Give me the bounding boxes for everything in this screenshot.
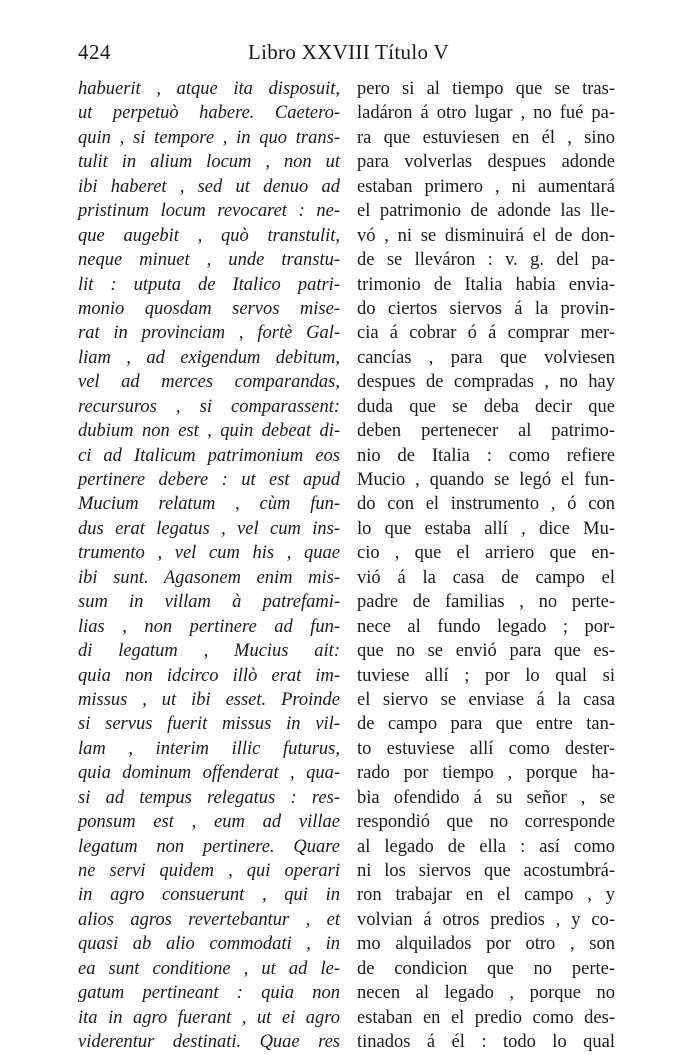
latin-text-line: ponsum est , eum ad villae <box>78 812 340 833</box>
spanish-text-line: ni los siervos que acostumbrá- <box>357 861 615 881</box>
latin-text-line: ibi sunt. Agasonem enim mis- <box>78 567 340 588</box>
latin-text-line: lias , non pertinere ad fun- <box>78 616 340 637</box>
spanish-text-line: tuviese allí ; por lo qual si <box>357 665 615 686</box>
spanish-text-line: bia ofendido á su señor , se <box>357 787 615 808</box>
spanish-text-line: despues de compradas , no hay <box>357 372 615 393</box>
latin-text-line: missus , ut ibi esset. Proinde <box>78 689 340 710</box>
spanish-text-line: ron trabajar en el campo , y <box>357 885 615 906</box>
spanish-text-line: ra que estuviesen en él , sino <box>357 127 615 148</box>
spanish-text-line: el patrimonio de adonde las lle- <box>357 201 615 222</box>
spanish-text-line: nece al fundo legado ; por- <box>357 616 615 637</box>
page-header <box>78 40 618 70</box>
latin-text-line: sum in villam à patrefami- <box>78 592 340 613</box>
latin-text-line: quia dominum offenderat , qua- <box>78 763 340 784</box>
spanish-text-line: lo que estaba allí , dice Mu- <box>357 518 615 539</box>
spanish-text-line: de campo para que entre tan- <box>357 714 615 735</box>
spanish-text-line: que no se envió para que es- <box>357 641 615 662</box>
latin-text-line: tulit in alium locum , non ut <box>78 152 340 173</box>
spanish-text-line: do ciertos siervos á la provin- <box>357 298 615 319</box>
spanish-text-line: Mucio , quando se legó el fun- <box>357 470 615 490</box>
latin-text-line: liam , ad exigendum debitum, <box>78 347 340 368</box>
latin-text-line: habuerit , atque ita disposuit, <box>78 79 340 99</box>
spanish-text-column <box>357 77 615 1055</box>
spanish-text-line: mo alquilados por otro , son <box>357 934 615 955</box>
latin-text-line: ci ad Italicum patrimonium eos <box>78 445 340 466</box>
spanish-text-line: trimonio de Italia habia envia- <box>357 274 615 295</box>
spanish-text-line: de condicion que no perte- <box>357 958 615 979</box>
latin-text-line: que augebit , quò transtulit, <box>78 225 340 246</box>
latin-text-line: monio quosdam servos mise- <box>78 298 340 319</box>
latin-text-line: di legatum , Mucius ait: <box>78 641 340 662</box>
running-head: Libro XXVIII Título V <box>248 40 449 64</box>
spanish-text-line: pero si al tiempo que se tras- <box>357 79 615 99</box>
latin-text-line: lam , interim illic futurus, <box>78 738 340 759</box>
latin-text-line: pristinum locum revocaret : ne- <box>78 201 340 222</box>
spanish-text-line: necen al legado , porque no <box>357 983 615 1004</box>
spanish-text-line: deben pertenecer al patrimo- <box>357 421 615 442</box>
latin-text-line: vel ad merces comparandas, <box>78 372 340 393</box>
spanish-text-line: duda que se deba decir que <box>357 396 615 417</box>
spanish-text-line: de se lleváron : v. g. del pa- <box>357 250 615 271</box>
latin-text-line: recursuros , si comparassent: <box>78 396 340 417</box>
spanish-text-line: volvian á otros predios , y co- <box>357 909 615 930</box>
latin-text-line: ne servi quidem , qui operari <box>78 861 340 881</box>
latin-text-column <box>78 77 340 1055</box>
spanish-text-line: cio , que el arriero que en- <box>357 543 615 564</box>
latin-text-line: rat in provinciam , fortè Gal- <box>78 323 340 344</box>
spanish-text-line: ladáron á otro lugar , no fué pa- <box>357 103 615 124</box>
spanish-text-line: cia á cobrar ó á comprar mer- <box>357 323 615 344</box>
latin-text-line: ita in agro fuerant , ut ei agro <box>78 1007 340 1028</box>
latin-text-line: ea sunt conditione , ut ad le- <box>78 958 340 979</box>
latin-text-line: ibi haberet , sed ut denuo ad <box>78 176 340 197</box>
spanish-text-line: estaban en el predio como des- <box>357 1007 615 1028</box>
latin-text-line: quia non idcirco illò erat im- <box>78 665 340 686</box>
latin-text-line: lit : utputa de Italico patri- <box>78 274 340 295</box>
spanish-text-line: para volverlas despues adonde <box>357 152 615 173</box>
latin-text-line: gatum pertineant : quia non <box>78 983 340 1004</box>
latin-text-line: dus erat legatus , vel cum ins- <box>78 518 340 539</box>
spanish-text-line: cancías , para que volviesen <box>357 347 615 368</box>
spanish-text-line: al legado de ella : así como <box>357 836 615 857</box>
latin-text-line: quasi ab alio commodati , in <box>78 934 340 955</box>
latin-text-line: legatum non pertinere. Quare <box>78 836 340 857</box>
spanish-text-line: padre de familias , no perte- <box>357 592 615 613</box>
latin-text-line: viderentur destinati. Quae res <box>78 1032 340 1053</box>
page-number: 424 <box>78 40 111 64</box>
spanish-text-line: to estuviese allí como dester- <box>357 738 615 759</box>
latin-text-line: alios agros revertebantur , et <box>78 909 340 930</box>
latin-text-line: si ad tempus relegatus : res- <box>78 787 340 808</box>
latin-text-line: in agro consuerunt , qui in <box>78 885 340 906</box>
spanish-text-line: estaban primero , ni aumentará <box>357 176 615 197</box>
spanish-text-line: rado por tiempo , porque ha- <box>357 763 615 784</box>
latin-text-line: ut perpetuò habere. Caetero- <box>78 103 340 124</box>
spanish-text-line: vó , ni se disminuirá el de don- <box>357 225 615 246</box>
spanish-text-line: tinados á él : todo lo qual <box>357 1032 615 1053</box>
latin-text-line: pertinere debere : ut est apud <box>78 470 340 490</box>
latin-text-line: neque minuet , unde transtu- <box>78 250 340 271</box>
latin-text-line: si servus fuerit missus in vil- <box>78 714 340 735</box>
spanish-text-line: do con el instrumento , ó con <box>357 494 615 515</box>
latin-text-line: quin , si tempore , in quo trans- <box>78 127 340 148</box>
latin-text-line: Mucium relatum , cùm fun- <box>78 494 340 515</box>
spanish-text-line: vió á la casa de campo el <box>357 567 615 588</box>
spanish-text-line: nio de Italia : como refiere <box>357 445 615 466</box>
latin-text-line: dubium non est , quin debeat di- <box>78 421 340 442</box>
latin-text-line: trumento , vel cum his , quae <box>78 543 340 564</box>
spanish-text-line: respondió que no corresponde <box>357 812 615 833</box>
spanish-text-line: el siervo se enviase á la casa <box>357 689 615 710</box>
